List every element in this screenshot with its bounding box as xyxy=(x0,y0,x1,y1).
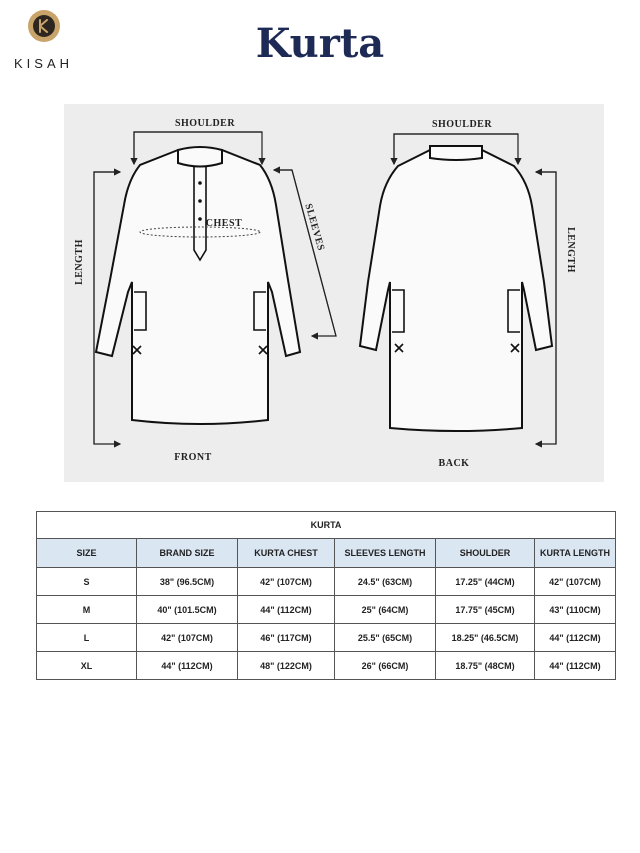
cell-shoulder: 18.75" (48CM) xyxy=(436,652,535,680)
chest-label: CHEST xyxy=(205,218,243,229)
sleeves-label: SLEEVES xyxy=(302,202,327,253)
front-caption: FRONT xyxy=(174,452,212,463)
table-row xyxy=(37,596,616,624)
header-size: SIZE xyxy=(37,539,137,568)
cell-brand-size: 38" (96.5CM) xyxy=(137,568,238,596)
cell-kurta-chest: 48" (122CM) xyxy=(238,652,335,680)
cell-sleeves-length: 24.5" (63CM) xyxy=(335,568,436,596)
table-caption: KURTA xyxy=(37,512,616,539)
front-length-label: LENGTH xyxy=(74,239,85,285)
header-kurta-chest: KURTA CHEST xyxy=(238,539,335,568)
cell-kurta-chest: 44" (112CM) xyxy=(238,596,335,624)
cell-sleeves-length: 25.5" (65CM) xyxy=(335,624,436,652)
back-kurta-outline xyxy=(360,146,552,431)
table-row xyxy=(37,568,616,596)
cell-size: XL xyxy=(37,652,137,680)
page-title: Kurta xyxy=(255,20,385,67)
cell-kurta-length: 43" (110CM) xyxy=(535,596,616,624)
cell-kurta-chest: 42" (107CM) xyxy=(238,568,335,596)
cell-sleeves-length: 26" (66CM) xyxy=(335,652,436,680)
header-brand-size: BRAND SIZE xyxy=(137,539,238,568)
back-caption: BACK xyxy=(438,458,470,469)
cell-size: S xyxy=(37,568,137,596)
cell-shoulder: 17.75" (45CM) xyxy=(436,596,535,624)
table-row xyxy=(37,652,616,680)
cell-kurta-chest: 46" (117CM) xyxy=(238,624,335,652)
table-row xyxy=(37,624,616,652)
cell-brand-size: 40" (101.5CM) xyxy=(137,596,238,624)
cell-size: L xyxy=(37,624,137,652)
header-shoulder: SHOULDER xyxy=(436,539,535,568)
back-length-label: LENGTH xyxy=(565,227,576,273)
cell-kurta-length: 44" (112CM) xyxy=(535,652,616,680)
back-shoulder-label: SHOULDER xyxy=(431,119,493,130)
brand-name: KISAH xyxy=(14,56,74,71)
header-sleeves-length: SLEEVES LENGTH xyxy=(335,539,436,568)
cell-shoulder: 17.25" (44CM) xyxy=(436,568,535,596)
cell-sleeves-length: 25" (64CM) xyxy=(335,596,436,624)
header-kurta-length: KURTA LENGTH xyxy=(535,539,616,568)
cell-shoulder: 18.25" (46.5CM) xyxy=(436,624,535,652)
cell-kurta-length: 42" (107CM) xyxy=(535,568,616,596)
cell-brand-size: 44" (112CM) xyxy=(137,652,238,680)
size-chart-table xyxy=(36,511,616,680)
cell-kurta-length: 44" (112CM) xyxy=(535,624,616,652)
cell-size: M xyxy=(37,596,137,624)
front-kurta-outline xyxy=(96,150,300,424)
cell-brand-size: 42" (107CM) xyxy=(137,624,238,652)
front-shoulder-label: SHOULDER xyxy=(174,118,236,129)
table-header-row xyxy=(37,539,616,568)
front-collar xyxy=(178,147,222,167)
